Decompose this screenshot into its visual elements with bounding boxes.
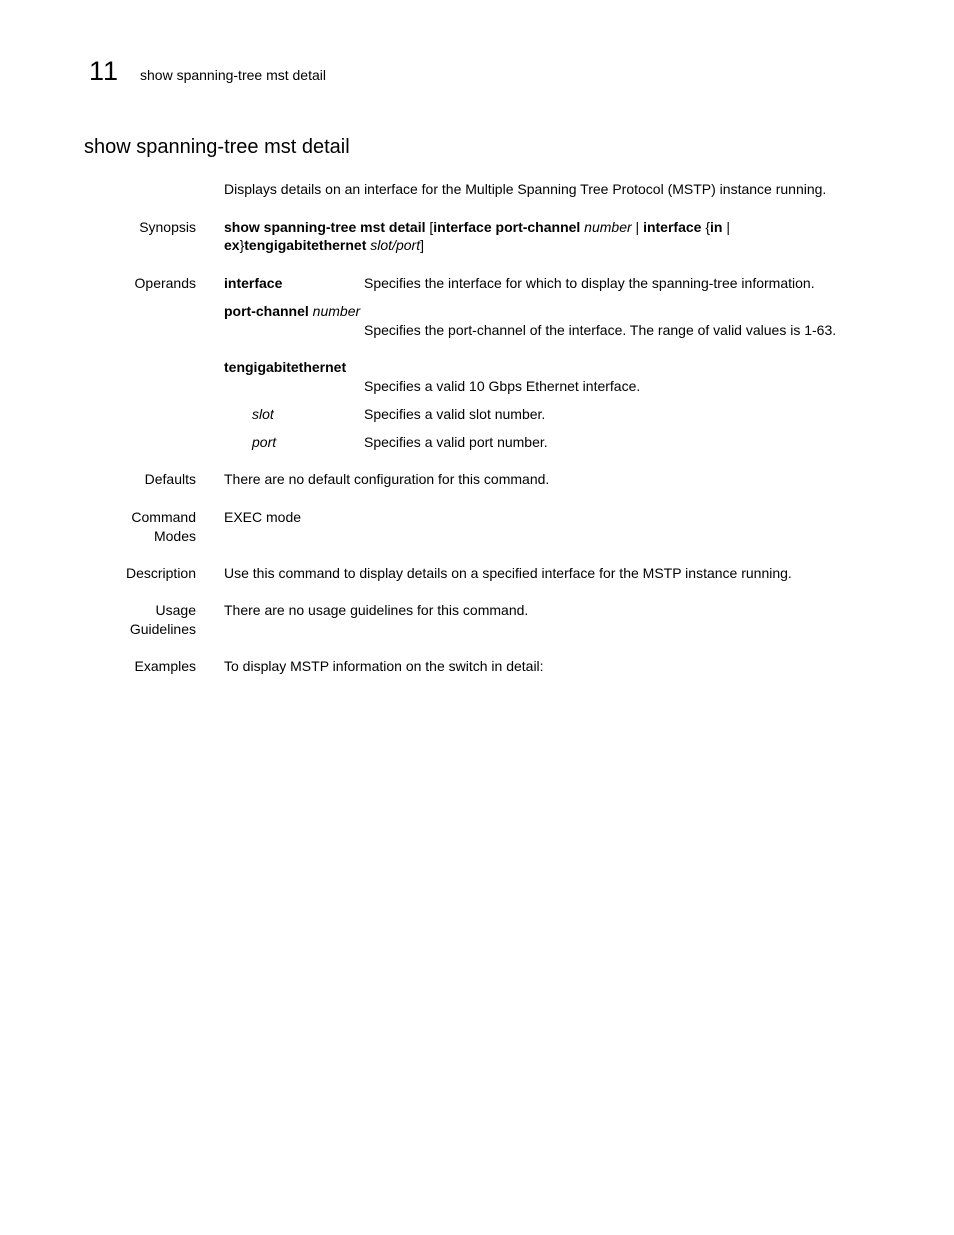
synopsis-kw-interface-2: interface	[643, 219, 702, 235]
chapter-number: 11	[89, 56, 120, 86]
synopsis-brace-close: }	[239, 237, 245, 253]
label-operands: Operands	[134, 275, 196, 291]
label-synopsis: Synopsis	[139, 219, 196, 235]
label-modes: Modes	[153, 528, 196, 544]
synopsis-bracket-open: [	[425, 219, 434, 235]
running-header-title: show spanning-tree mst detail	[140, 67, 326, 83]
page-title: show spanning-tree mst detail	[84, 136, 350, 158]
synopsis-pipe-1: |	[631, 219, 644, 235]
operand-tengigabitethernet-term: tengigabitethernet	[224, 359, 347, 375]
label-command-modes	[131, 508, 196, 546]
command-modes-text: EXEC mode	[224, 509, 302, 525]
label-guidelines: Guidelines	[129, 621, 196, 637]
synopsis-text	[224, 218, 764, 254]
usage-guidelines-text: There are no usage guidelines for this command.	[224, 602, 529, 618]
synopsis-command: show spanning-tree mst detail	[224, 219, 426, 235]
examples-text: To display MSTP information on the switch in detail:	[224, 658, 544, 674]
operand-slot-term: slot	[252, 406, 274, 422]
label-usage-guidelines	[130, 601, 196, 639]
operand-slot-desc: Specifies a valid slot number.	[364, 406, 546, 422]
synopsis-kw-interface: interface	[433, 219, 492, 235]
operand-port-channel-desc: Specifies the port-channel of the interface. The range of valid values is 1-63.	[364, 322, 837, 338]
synopsis-kw-in: in	[710, 219, 723, 235]
operand-port-desc: Specifies a valid port number.	[364, 434, 548, 450]
defaults-text: There are no default configuration for this command.	[224, 471, 550, 487]
operand-tengigabitethernet-desc: Specifies a valid 10 Gbps Ethernet interface.	[364, 378, 641, 394]
description-text: Use this command to display details on a specified interface for the MSTP instance running.	[224, 565, 792, 581]
synopsis-bracket-close: ]	[420, 237, 424, 253]
operand-port-term: port	[252, 434, 277, 450]
operand-port-channel-term	[224, 302, 360, 320]
intro-text: Displays details on an interface for the Multiple Spanning Tree Protocol (MSTP) instance running.	[224, 181, 827, 197]
operand-interface-term: interface	[224, 275, 283, 291]
synopsis-kw-port-channel: port-channel	[491, 219, 581, 235]
synopsis-brace-open: {	[701, 219, 711, 235]
label-usage: Usage	[155, 602, 196, 618]
synopsis-arg-number: number	[580, 219, 632, 235]
synopsis-pipe-2: |	[722, 219, 730, 235]
label-defaults: Defaults	[144, 471, 196, 487]
label-command: Command	[131, 509, 196, 525]
synopsis-arg-slot-port: slot/port	[366, 237, 421, 253]
synopsis-kw-ex: ex	[224, 237, 240, 253]
label-examples: Examples	[134, 658, 196, 674]
operand-port-channel-keyword: port-channel	[224, 303, 309, 319]
synopsis-kw-tengigabitethernet: tengigabitethernet	[244, 237, 367, 253]
label-description: Description	[125, 565, 196, 581]
operand-port-channel-arg: number	[308, 303, 361, 319]
operand-interface-desc: Specifies the interface for which to display the spanning-tree information.	[364, 275, 815, 291]
